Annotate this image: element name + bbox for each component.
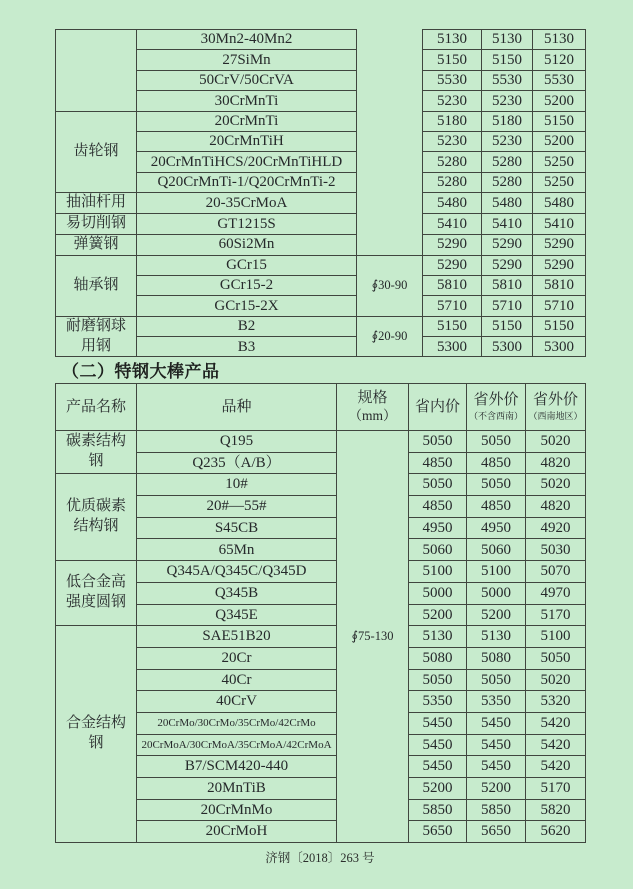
category-cell <box>56 111 137 193</box>
variety-cell: 30Mn2-40Mn2 <box>137 30 357 50</box>
price-cell: 5300 <box>482 337 533 357</box>
price-cell: 5850 <box>467 799 526 821</box>
price-cell: 5170 <box>526 604 586 626</box>
spec-cell: ∮75-130 <box>337 431 409 843</box>
price-cell: 4820 <box>526 452 586 474</box>
price-cell: 5200 <box>467 778 526 800</box>
category-cell <box>56 431 137 474</box>
price-cell: 5230 <box>423 91 482 111</box>
table-row <box>56 316 586 336</box>
header-label: 规格 <box>357 390 388 407</box>
variety-cell: 20CrMnTiH <box>137 131 357 151</box>
price-cell: 4820 <box>526 496 586 518</box>
variety-cell: 20-35CrMoA <box>137 193 357 214</box>
price-cell: 5290 <box>482 255 533 275</box>
variety-cell: Q345B <box>137 582 337 604</box>
category-label: 易切削钢 <box>65 214 126 231</box>
category-label: 耐磨钢球用钢 <box>65 317 126 354</box>
price-cell: 5150 <box>533 111 586 131</box>
price-cell: 5020 <box>526 474 586 496</box>
price-cell: 5100 <box>526 626 586 648</box>
price-cell: 5230 <box>482 91 533 111</box>
price-cell: 5050 <box>409 474 467 496</box>
price-cell: 5280 <box>423 172 482 192</box>
table-row <box>56 431 586 453</box>
price-cell: 5480 <box>533 193 586 214</box>
variety-cell: 27SiMn <box>137 50 357 70</box>
price-cell: 5050 <box>467 669 526 691</box>
price-cell: 5290 <box>533 255 586 275</box>
price-cell: 5450 <box>467 712 526 734</box>
category-label: 低合金高强度圆钢 <box>65 574 126 611</box>
continued-price-table <box>55 29 586 357</box>
price-cell: 4950 <box>467 517 526 539</box>
price-cell: 4850 <box>409 496 467 518</box>
price-cell: 5080 <box>409 647 467 669</box>
variety-cell: Q195 <box>137 431 337 453</box>
price-cell: 5150 <box>482 50 533 70</box>
variety-cell: 30CrMnTi <box>137 91 357 111</box>
variety-cell: 10# <box>137 474 337 496</box>
price-cell: 5710 <box>482 296 533 316</box>
variety-cell: 50CrV/50CrVA <box>137 70 357 90</box>
price-cell: 5290 <box>423 255 482 275</box>
header-out-province-price-2 <box>526 384 586 431</box>
price-cell: 5060 <box>409 539 467 561</box>
table-row <box>56 474 586 496</box>
category-cell <box>56 474 137 561</box>
price-cell: 5410 <box>533 213 586 234</box>
price-cell: 5020 <box>526 431 586 453</box>
price-cell: 4950 <box>409 517 467 539</box>
special-steel-bar-table-body <box>56 431 586 843</box>
header-label: 品种 <box>221 398 252 415</box>
price-cell: 5030 <box>526 539 586 561</box>
special-steel-bar-table <box>55 383 586 843</box>
price-cell: 5810 <box>482 275 533 295</box>
price-cell: 5180 <box>423 111 482 131</box>
variety-cell: SAE51B20 <box>137 626 337 648</box>
price-cell: 5020 <box>526 669 586 691</box>
variety-cell: 40Cr <box>137 669 337 691</box>
category-label: 弹簧钢 <box>73 235 119 252</box>
category-cell <box>56 561 137 626</box>
price-cell: 5290 <box>533 234 586 255</box>
price-cell: 5710 <box>533 296 586 316</box>
price-cell: 5050 <box>467 474 526 496</box>
table-header-row <box>56 384 586 431</box>
price-cell: 5230 <box>482 131 533 151</box>
spec-cell: ∮20-90 <box>357 316 423 357</box>
price-cell: 5050 <box>467 431 526 453</box>
variety-cell: 60Si2Mn <box>137 234 357 255</box>
price-cell: 5070 <box>526 561 586 583</box>
price-cell: 5150 <box>533 316 586 336</box>
price-cell: 5200 <box>409 604 467 626</box>
price-cell: 5250 <box>533 152 586 172</box>
price-cell: 5150 <box>423 316 482 336</box>
category-cell <box>56 626 137 843</box>
variety-cell: S45CB <box>137 517 337 539</box>
variety-cell: 20CrMoH <box>137 821 337 843</box>
price-cell: 5130 <box>533 30 586 50</box>
table-row <box>56 213 586 234</box>
price-cell: 4850 <box>467 452 526 474</box>
category-label: 齿轮钢 <box>73 142 119 159</box>
price-cell: 5530 <box>423 70 482 90</box>
category-cell <box>56 255 137 316</box>
variety-cell: B7/SCM420-440 <box>137 756 337 778</box>
price-cell: 5200 <box>533 91 586 111</box>
price-cell: 5050 <box>409 431 467 453</box>
price-cell: 5200 <box>533 131 586 151</box>
price-cell: 5130 <box>409 626 467 648</box>
variety-cell: 20CrMo/30CrMo/35CrMo/42CrMo <box>137 712 337 734</box>
price-cell: 5280 <box>482 172 533 192</box>
price-cell: 5450 <box>409 734 467 756</box>
price-cell: 5710 <box>423 296 482 316</box>
variety-cell: 20#—55# <box>137 496 337 518</box>
price-cell: 5120 <box>533 50 586 70</box>
price-cell: 5530 <box>482 70 533 90</box>
table-row <box>56 111 586 131</box>
category-label: 优质碳素结构钢 <box>65 498 126 535</box>
header-label: 省外价 <box>473 392 519 409</box>
price-cell: 5350 <box>467 691 526 713</box>
variety-cell: 20CrMnMo <box>137 799 337 821</box>
price-cell: 5650 <box>409 821 467 843</box>
table-row <box>56 234 586 255</box>
spec-cell: ∮30-90 <box>357 255 423 316</box>
price-cell: 5410 <box>482 213 533 234</box>
header-sublabel: （西南地区） <box>528 411 583 422</box>
price-cell: 5820 <box>526 799 586 821</box>
continued-price-table-body <box>56 30 586 357</box>
variety-cell: GCr15 <box>137 255 357 275</box>
price-cell: 4850 <box>467 496 526 518</box>
price-cell: 4920 <box>526 517 586 539</box>
price-cell: 5060 <box>467 539 526 561</box>
variety-cell: B3 <box>137 337 357 357</box>
section-title: （二）特钢大棒产品 <box>62 362 220 381</box>
category-cell <box>56 234 137 255</box>
price-cell: 5450 <box>467 756 526 778</box>
table-row <box>56 193 586 214</box>
price-cell: 4970 <box>526 582 586 604</box>
category-cell <box>56 316 137 357</box>
price-cell: 5280 <box>482 152 533 172</box>
price-cell: 5480 <box>482 193 533 214</box>
variety-cell: GCr15-2X <box>137 296 357 316</box>
price-cell: 5290 <box>423 234 482 255</box>
variety-cell: 20Cr <box>137 647 337 669</box>
spec-cell <box>357 30 423 256</box>
header-label: 省外价 <box>532 392 578 409</box>
footer-note: 济钢〔2018〕263 号 <box>265 851 375 865</box>
header-product-name <box>56 384 137 431</box>
price-cell: 5050 <box>526 647 586 669</box>
variety-cell: 20CrMoA/30CrMoA/35CrMoA/42CrMoA <box>137 734 337 756</box>
price-cell: 5420 <box>526 756 586 778</box>
category-cell <box>56 30 137 112</box>
price-cell: 5080 <box>467 647 526 669</box>
header-spec <box>337 384 409 431</box>
price-cell: 5200 <box>409 778 467 800</box>
price-cell: 5300 <box>423 337 482 357</box>
price-cell: 5450 <box>409 712 467 734</box>
price-cell: 5530 <box>533 70 586 90</box>
price-cell: 5850 <box>409 799 467 821</box>
price-cell: 5200 <box>467 604 526 626</box>
variety-cell: GCr15-2 <box>137 275 357 295</box>
variety-cell: Q235（A/B） <box>137 452 337 474</box>
variety-cell: B2 <box>137 316 357 336</box>
price-cell: 5150 <box>482 316 533 336</box>
price-cell: 5620 <box>526 821 586 843</box>
price-cell: 5180 <box>482 111 533 131</box>
price-cell: 5100 <box>409 561 467 583</box>
price-cell: 5320 <box>526 691 586 713</box>
category-label: 碳素结构钢 <box>65 433 126 470</box>
price-cell: 5480 <box>423 193 482 214</box>
price-cell: 5410 <box>423 213 482 234</box>
variety-cell: Q20CrMnTi-1/Q20CrMnTi-2 <box>137 172 357 192</box>
header-out-province-price-1 <box>467 384 526 431</box>
variety-cell: 65Mn <box>137 539 337 561</box>
table-row <box>56 626 586 648</box>
price-cell: 5280 <box>423 152 482 172</box>
variety-cell: 20MnTiB <box>137 778 337 800</box>
price-cell: 5130 <box>467 626 526 648</box>
table-row <box>56 561 586 583</box>
category-cell <box>56 193 137 214</box>
price-cell: 5300 <box>533 337 586 357</box>
price-cell: 5420 <box>526 734 586 756</box>
price-cell: 5000 <box>409 582 467 604</box>
price-cell: 5170 <box>526 778 586 800</box>
price-cell: 5450 <box>467 734 526 756</box>
variety-cell: 20CrMnTiHCS/20CrMnTiHLD <box>137 152 357 172</box>
price-cell: 5000 <box>467 582 526 604</box>
header-label: 产品名称 <box>65 398 126 415</box>
table-row <box>56 30 586 50</box>
category-label: 合金结构钢 <box>65 715 126 752</box>
price-cell: 5050 <box>409 669 467 691</box>
price-cell: 5420 <box>526 712 586 734</box>
variety-cell: 40CrV <box>137 691 337 713</box>
category-label: 轴承钢 <box>73 276 119 293</box>
variety-cell: GT1215S <box>137 213 357 234</box>
variety-cell: 20CrMnTi <box>137 111 357 131</box>
price-cell: 5450 <box>409 756 467 778</box>
price-cell: 5230 <box>423 131 482 151</box>
header-in-province-price <box>409 384 467 431</box>
price-cell: 4850 <box>409 452 467 474</box>
header-sublabel: （不含西南） <box>468 411 523 422</box>
price-cell: 5100 <box>467 561 526 583</box>
header-label: 省内价 <box>414 398 460 415</box>
price-cell: 5130 <box>423 30 482 50</box>
variety-cell: Q345E <box>137 604 337 626</box>
header-variety <box>137 384 337 431</box>
price-cell: 5250 <box>533 172 586 192</box>
category-cell <box>56 213 137 234</box>
table-row <box>56 255 586 275</box>
price-cell: 5130 <box>482 30 533 50</box>
header-spec-unit: （mm） <box>348 407 397 423</box>
price-cell: 5150 <box>423 50 482 70</box>
variety-cell: Q345A/Q345C/Q345D <box>137 561 337 583</box>
category-label: 抽油杆用 <box>65 194 126 211</box>
price-cell: 5810 <box>533 275 586 295</box>
price-cell: 5650 <box>467 821 526 843</box>
price-cell: 5810 <box>423 275 482 295</box>
price-cell: 5290 <box>482 234 533 255</box>
price-cell: 5350 <box>409 691 467 713</box>
